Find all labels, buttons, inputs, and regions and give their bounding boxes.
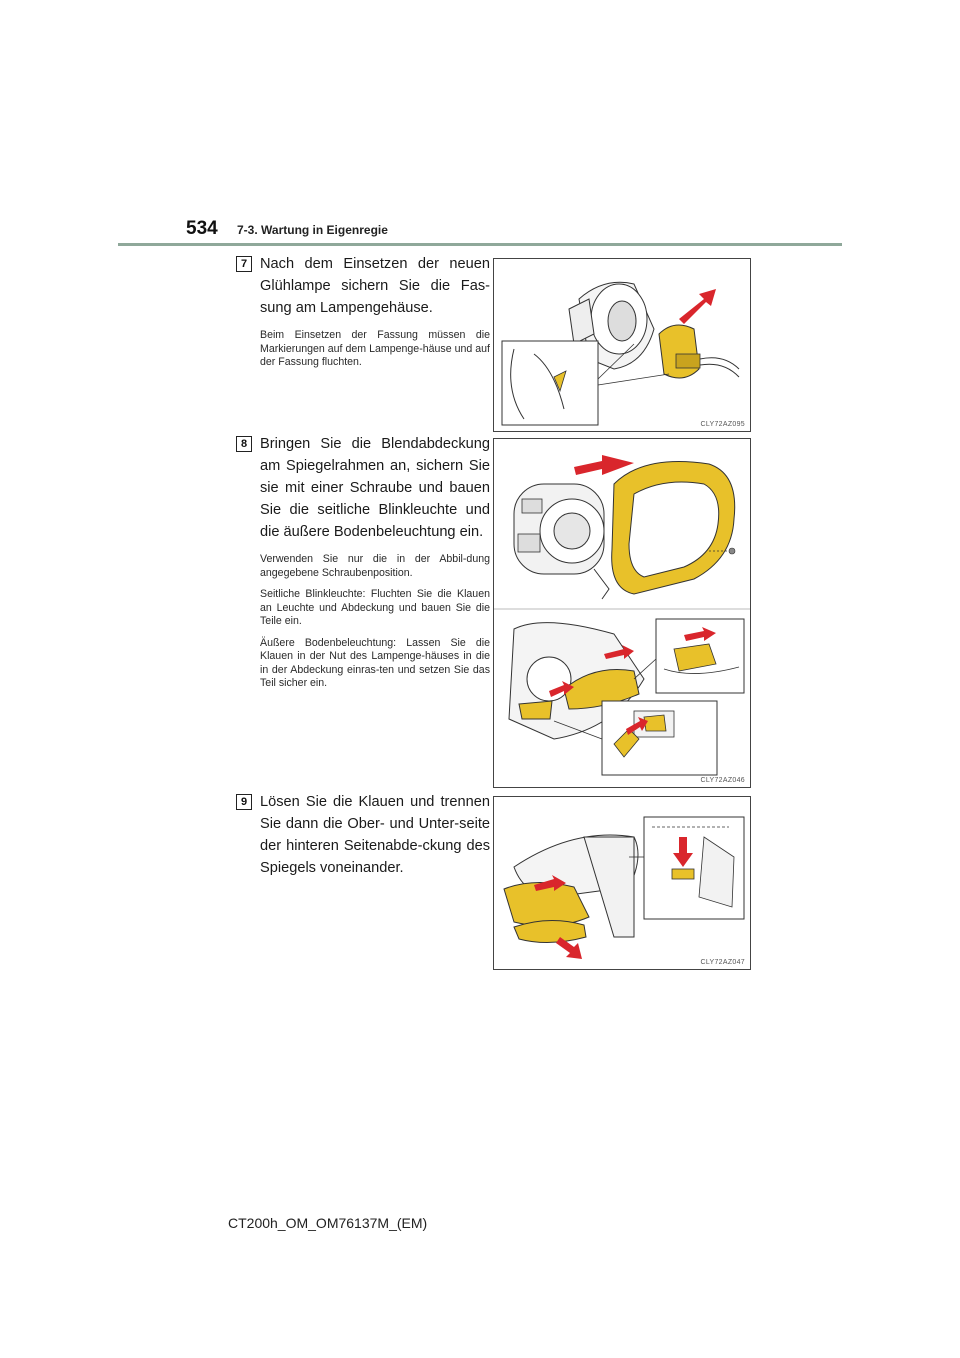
figure-code: CLY72AZ046 (700, 777, 745, 784)
figure-code: CLY72AZ047 (700, 959, 745, 966)
figure-mirror-frame (493, 438, 751, 788)
step-instruction (260, 791, 490, 879)
figure-rear-cover (493, 796, 751, 970)
step-note: Beim Einsetzen der Fassung müssen die Markierungen auf dem Lampenge-häuse und auf der Fassung fluchten. (260, 329, 490, 368)
figure-lamp-socket (493, 258, 751, 432)
mirror-frame-illustration (494, 439, 750, 787)
step-number-badge: 8 (236, 436, 252, 452)
document-code: CT200h_OM_OM76137M_(EM) (228, 1215, 428, 1231)
step-note: Äußere Bodenbeleuchtung: Lassen Sie die Klauen in der Nut des Lampenge-häuses in die in der Abdeckung einras-ten und setzen Sie das Teil sicher ein. (260, 636, 490, 689)
lamp-socket-illustration (494, 259, 750, 431)
step-instruction (260, 253, 490, 370)
step-note: Seitliche Blinkleuchte: Fluchten Sie die Klauen an Leuchte und Abdeckung und bauen Sie die Teile ein. (260, 588, 490, 627)
step-instruction (260, 433, 490, 691)
figure-code: CLY72AZ095 (700, 421, 745, 428)
rear-cover-illustration (494, 797, 750, 969)
step-main-text: Nach dem Einsetzen der neuen Glühlampe sichern Sie die Fas-sung am Lampengehäuse. (260, 256, 490, 316)
page-number: 534 (186, 218, 218, 239)
step-main-text: Bringen Sie die Blendabdeckung am Spiegelrahmen an, sichern Sie sie mit einer Schraube und bauen Sie die seitliche Blinkleuchte und die äußere Bodenbeleuchtung ein. (260, 436, 490, 540)
header-divider (118, 243, 842, 246)
step-number-badge: 9 (236, 794, 252, 810)
step-number-badge: 7 (236, 256, 252, 272)
step-note: Verwenden Sie nur die in der Abbil-dung angegebene Schraubenposition. (260, 553, 490, 579)
section-title: 7-3. Wartung in Eigenregie (237, 223, 388, 237)
step-main-text: Lösen Sie die Klauen und trennen Sie dann die Ober- und Unter-seite der hinteren Seitenabde-ckung des Spiegels voneinander. (260, 794, 490, 876)
